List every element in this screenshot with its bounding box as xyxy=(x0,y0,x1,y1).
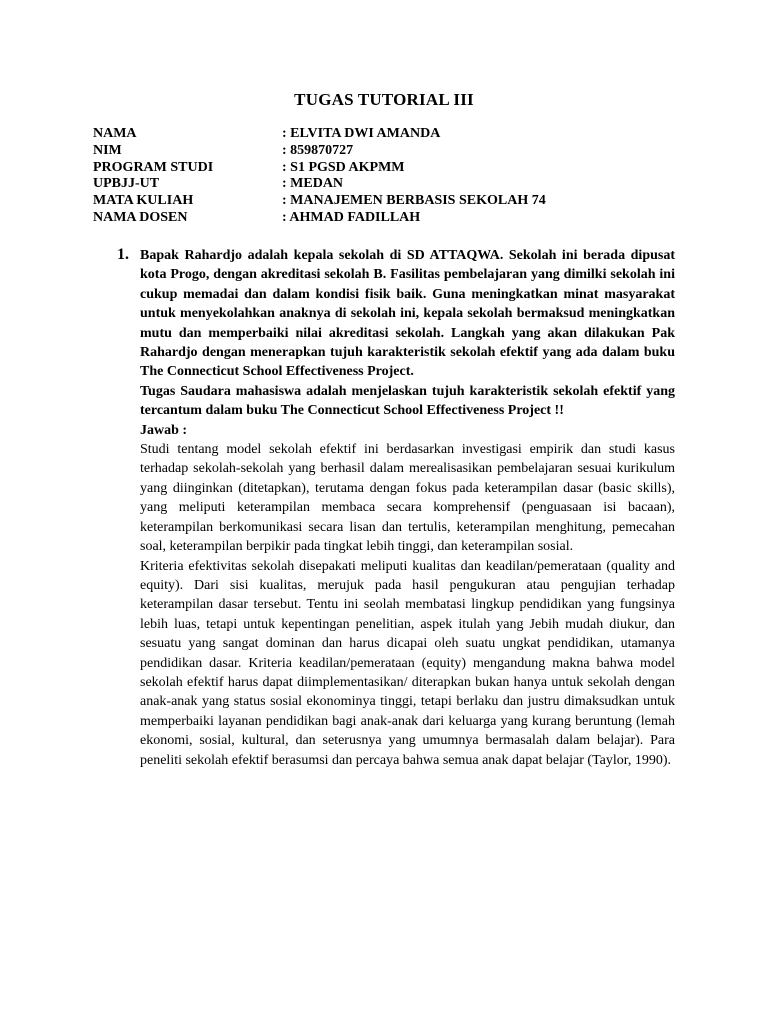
info-value: : MANAJEMEN BERBASIS SEKOLAH 74 xyxy=(282,193,546,209)
info-label: NAMA DOSEN xyxy=(93,209,188,225)
info-value: : MEDAN xyxy=(282,176,344,192)
info-row-program-studi xyxy=(93,160,546,177)
info-row-nim xyxy=(93,143,546,160)
info-label: NIM xyxy=(93,142,122,158)
answer-paragraph: Kriteria efektivitas sekolah disepakati meliputi kualitas dan keadilan/pemerataan (quality and equity). Dari sisi kualitas, merujuk pada hasil pengukuran atau pengujian terhadap keterampilan dasar tersebut. Tentu ini seolah membatasi lingkup pendidikan yang fungsinya lebih luas, tetapi untuk kepentingan penelitian, aspek itulah yang Jebih mudah diukur, dan sesuatu yang sangat dominan dan harus dicapai oleh suatu ungkat pendidikan, utamanya pendidikan dasar. Kriteria keadilan/pemerataan (equity) mengandung makna bahwa model sekolah efektif harus dapat diimplementasikan/ diterapkan bukan hanya untuk sekolah dengan anak-anak yang status sosial ekonominya tinggi, tetapi berlaku dan justru dimaksudkan untuk memperbaiki layanan pendidikan bagi anak-anak dari keluarga yang kurang beruntung (lemah ekonomi, sosial, kultural, dan seterusnya yang umumnya bermasalah dalam belajar). Para peneliti sekolah efektif berasumsi dan percaya bahwa semua anak dapat belajar (Taylor, 1990). xyxy=(140,558,675,768)
info-label: UPBJJ-UT xyxy=(93,176,160,192)
info-row-nama-dosen xyxy=(93,210,546,227)
info-label: PROGRAM STUDI xyxy=(93,159,214,175)
question-block xyxy=(117,246,677,770)
info-value: : S1 PGSD AKPMM xyxy=(282,159,405,175)
info-row-nama xyxy=(93,126,546,143)
document-title: TUGAS TUTORIAL III xyxy=(294,90,474,109)
info-label: MATA KULIAH xyxy=(93,193,194,209)
question-body xyxy=(140,246,675,770)
answer-label: Jawab : xyxy=(140,422,188,438)
question-number: 1. xyxy=(117,246,129,263)
student-info xyxy=(93,126,546,227)
info-row-mata-kuliah xyxy=(93,193,546,210)
info-value: : AHMAD FADILLAH xyxy=(282,209,421,225)
info-value: : ELVITA DWI AMANDA xyxy=(282,126,441,141)
question-task: Tugas Saudara mahasiswa adalah menjelaskan tujuh karakteristik sekolah efektif yang tercantum dalam buku The Connecticut School Effectiveness Project !! xyxy=(140,383,675,419)
info-label: NAMA xyxy=(93,126,137,141)
question-case: Bapak Rahardjo adalah kepala sekolah di SD ATTAQWA. Sekolah ini berada dipusat kota Progo, dengan akreditasi sekolah B. Fasilitas pembelajaran yang dimilki sekolah ini cukup memadai dan dalam kondisi fisik baik. Guna meningkatkan minat masyarakat untuk menyekolahkan anaknya di sekolah ini, kepala sekolah bermaksud meningkatkan mutu dan memperbaiki nilai akreditasi sekolah. Langkah yang akan dilakukan Pak Rahardjo dengan menerapkan tujuh karakteristik sekolah efektif yang ada dalam buku The Connecticut School Effectiveness Project. xyxy=(140,248,675,380)
info-value: : 859870727 xyxy=(282,142,354,158)
info-row-upbjj xyxy=(93,176,546,193)
answer-paragraph: Studi tentang model sekolah efektif ini berdasarkan investigasi empirik dan studi kasus terhadap sekolah-sekolah yang berhasil dalam merealisasikan pembelajaran sesuai kurikulum yang diinginkan (ditetapkan), terutama dengan fokus pada keterampilan dasar (basic skills), yang meliputi keterampilan membaca secara komprehensif (penguasaan isi bacaan), keterampilan berkomunikasi secara lisan dan tertulis, keterampilan menghitung, pemecahan soal, keterampilan berpikir pada tingkat lebih tinggi, dan keterampilan sosial. xyxy=(140,442,675,555)
